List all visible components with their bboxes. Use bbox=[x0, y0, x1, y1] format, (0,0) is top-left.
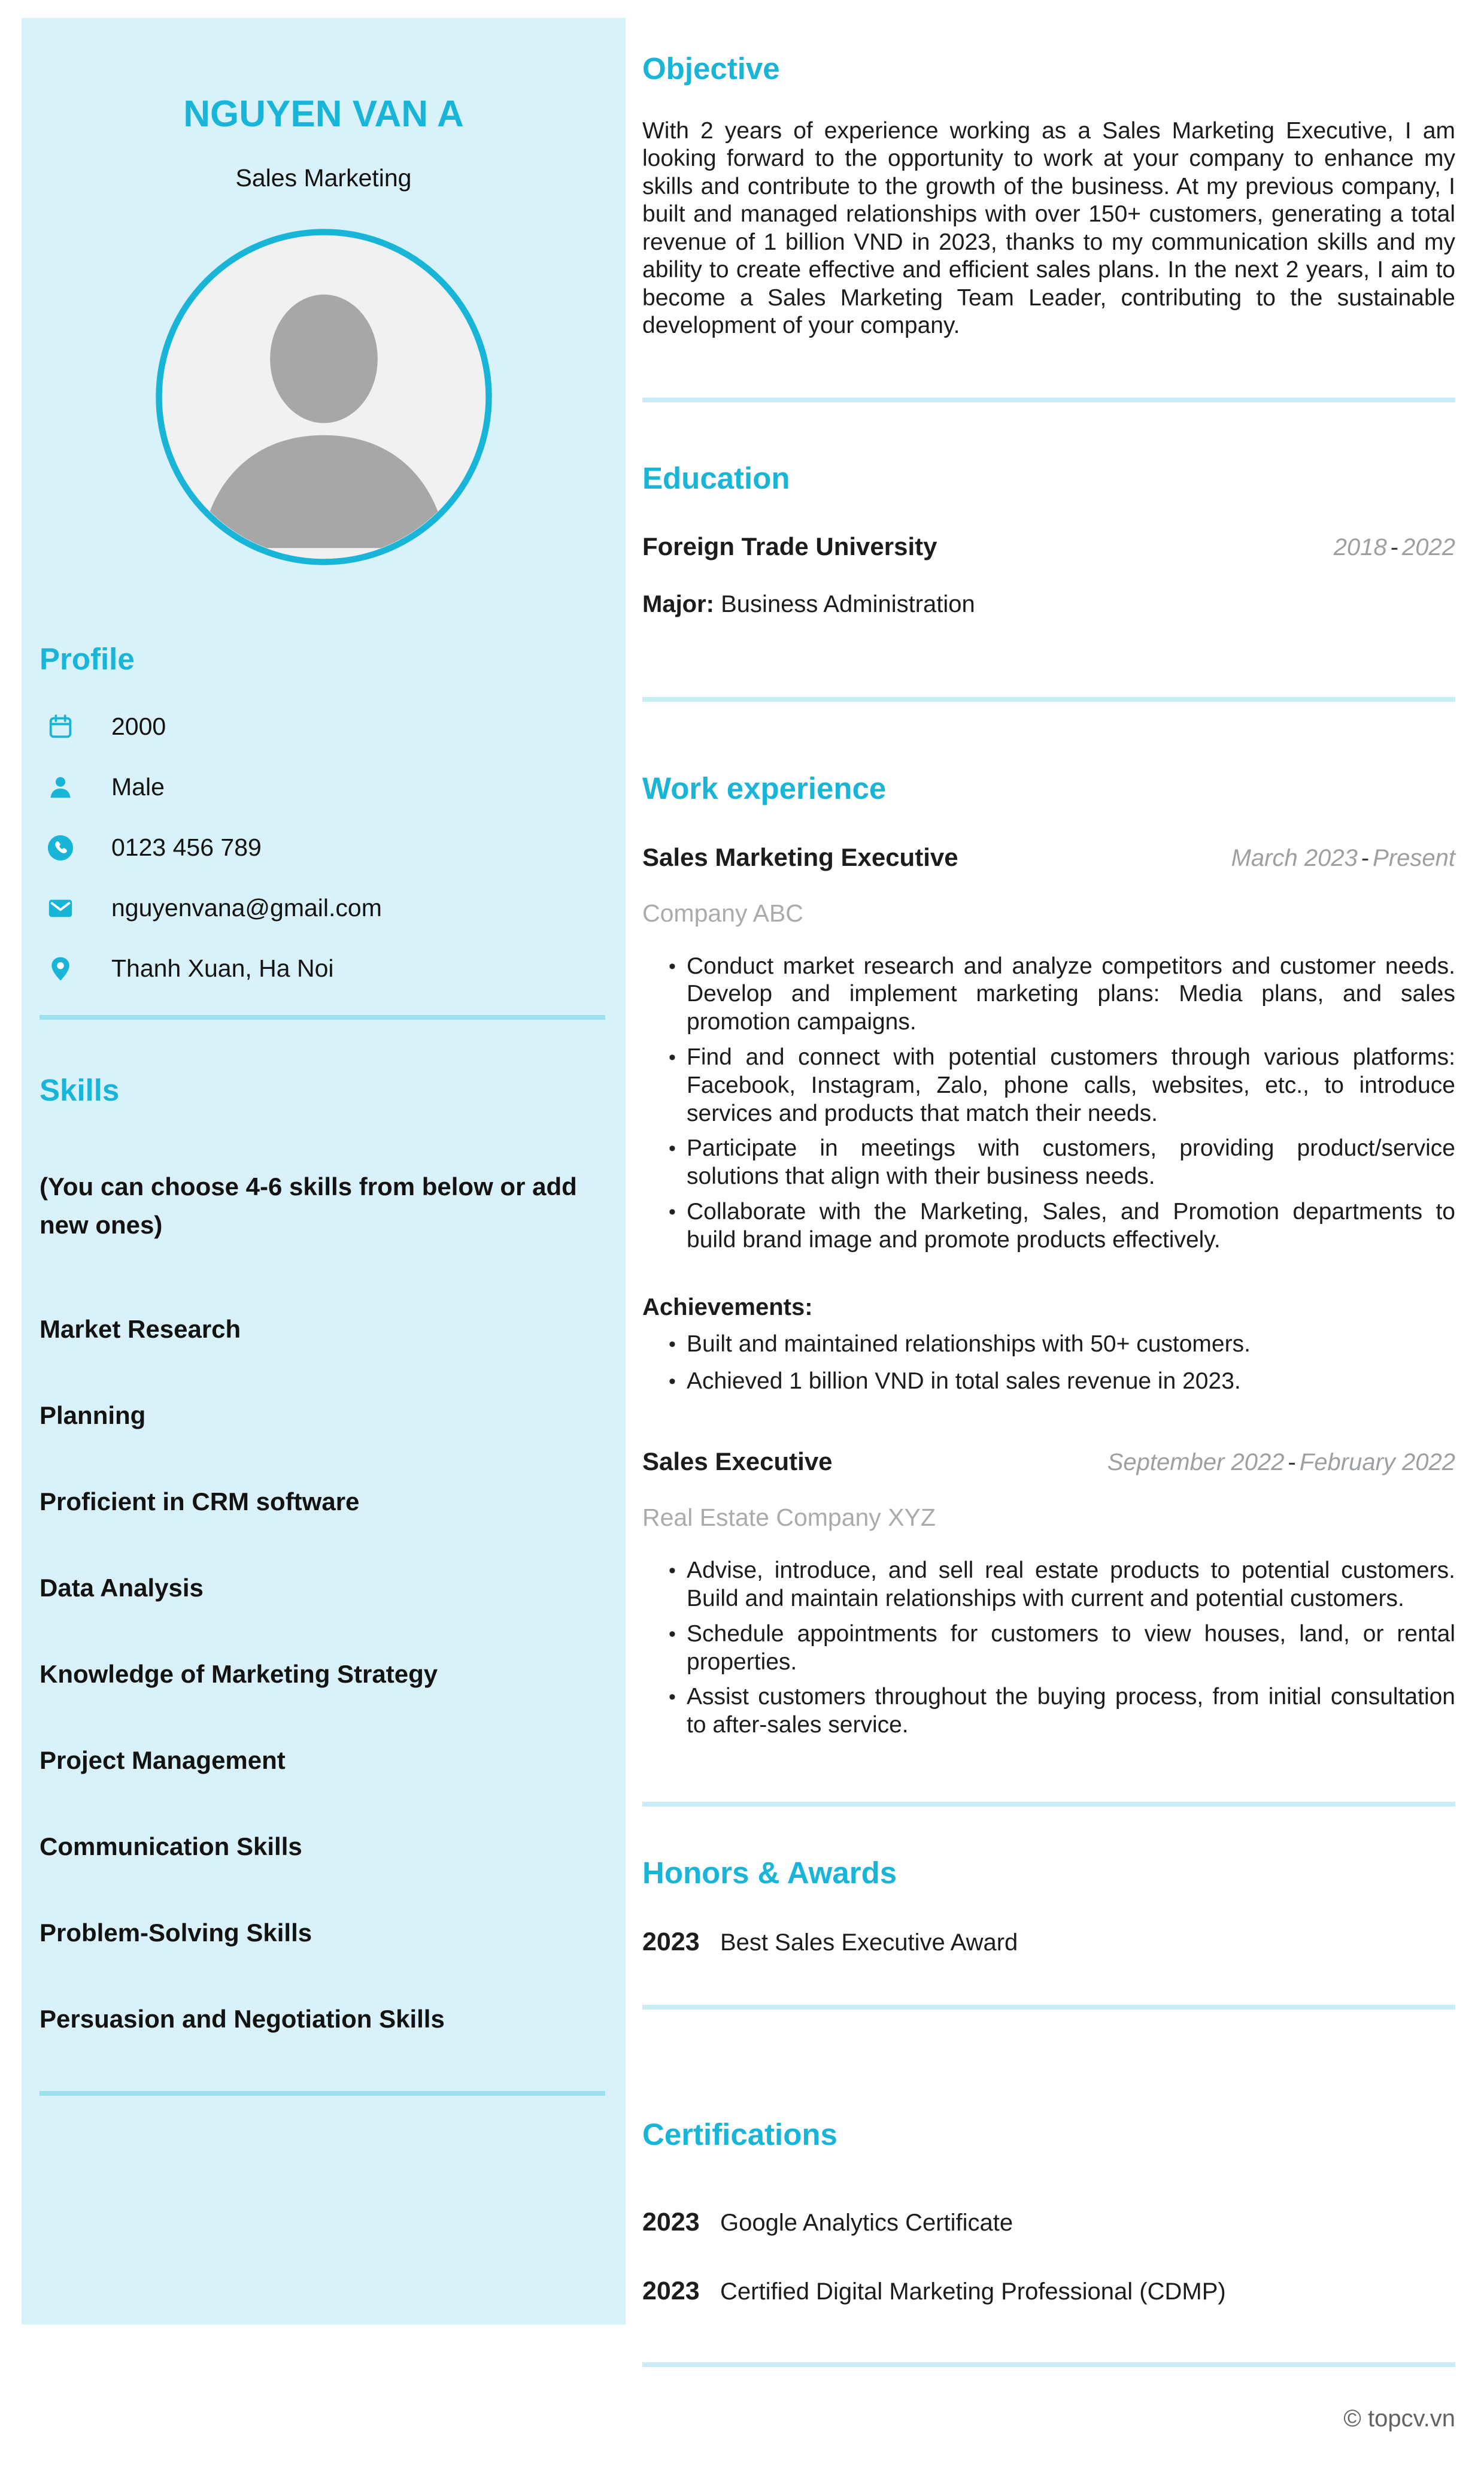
objective-heading: Objective bbox=[642, 51, 780, 86]
job-duty: • Advise, introduce, and sell real estate products to potential customers. Build and maintain relationships with current and potential customers. bbox=[642, 1557, 1455, 1613]
person-icon bbox=[47, 774, 74, 801]
profile-item-gender bbox=[40, 773, 605, 801]
job-title-row bbox=[642, 1447, 1455, 1476]
skill-item: Planning bbox=[40, 1401, 146, 1429]
email-value: nguyenvana@gmail.com bbox=[111, 894, 382, 922]
profile-item-birthyear bbox=[40, 713, 605, 741]
section-divider bbox=[642, 2005, 1455, 2010]
job-title: Sales Marketing Executive bbox=[642, 843, 958, 871]
skill-item: Persuasion and Negotiation Skills bbox=[40, 2005, 445, 2033]
phone-value: 0123 456 789 bbox=[111, 834, 262, 861]
profile-item-email bbox=[40, 894, 605, 922]
job-title-row bbox=[642, 843, 1455, 872]
skill-item: Market Research bbox=[40, 1315, 241, 1343]
address-value: Thanh Xuan, Ha Noi bbox=[111, 954, 334, 982]
skill-item: Project Management bbox=[40, 1746, 286, 1774]
sidebar bbox=[22, 18, 626, 2325]
skills-section bbox=[22, 1072, 626, 2034]
education-section bbox=[642, 462, 1455, 619]
sidebar-divider bbox=[40, 2091, 605, 2096]
honor-year: 2023 bbox=[642, 1927, 700, 1956]
profile-item-phone bbox=[40, 834, 605, 862]
skill-item: Data Analysis bbox=[40, 1574, 204, 1602]
company-name: Company ABC bbox=[642, 899, 803, 927]
skill-item: Knowledge of Marketing Strategy bbox=[40, 1660, 438, 1688]
certification-entry bbox=[642, 2277, 1455, 2306]
calendar-icon bbox=[47, 713, 74, 741]
period-end: 2022 bbox=[1402, 534, 1455, 561]
watermark: © topcv.vn bbox=[1343, 2405, 1455, 2432]
education-period bbox=[1334, 534, 1455, 561]
achievement-item: • Built and maintained relationships with 50+ customers. bbox=[642, 1331, 1455, 1359]
job-period bbox=[1107, 1449, 1455, 1476]
certifications-heading: Certifications bbox=[642, 2117, 837, 2151]
period-start: March 2023 bbox=[1231, 844, 1358, 871]
main-column bbox=[642, 0, 1455, 2432]
section-divider bbox=[642, 398, 1455, 402]
skill-item: Communication Skills bbox=[40, 1832, 302, 1860]
sidebar-divider bbox=[40, 1015, 605, 1020]
job-duty: • Find and connect with potential customers through various platforms: Facebook, Instagram, Zalo, phone calls, websites, etc., to introduce services and products that match their needs. bbox=[642, 1044, 1455, 1128]
job-title: Sales Executive bbox=[642, 1447, 833, 1476]
job-duty: • Collaborate with the Marketing, Sales, and Promotion departments to build brand image and promote products effectively. bbox=[642, 1198, 1455, 1254]
job-duty: • Conduct market research and analyze competitors and customer needs. Develop and implement marketing plans: Media plans, and sales promotion campaigns. bbox=[642, 953, 1455, 1037]
major-label: Major: bbox=[642, 591, 714, 618]
period-dash: - bbox=[1361, 844, 1370, 871]
avatar-placeholder-icon bbox=[150, 223, 497, 571]
period-dash: - bbox=[1390, 534, 1399, 561]
objective-text: With 2 years of experience working as a Sales Marketing Executive, I am looking forward to the opportunity to work at your company to enhance my skills and contribute to the growth of the business. At my previous company, I built and managed relationships with over 150+ customers, generating a total revenue of 1 billion VND in 2023, thanks to my communication skills and my ability to create effective and efficient sales plans. In the next 2 years, I aim to become a Sales Marketing Team Leader, contributing to the sustainable development of your company. bbox=[642, 117, 1455, 339]
company-name: Real Estate Company XYZ bbox=[642, 1504, 936, 1532]
education-entry bbox=[642, 532, 1455, 561]
profile-list bbox=[40, 713, 605, 983]
job-duty: • Participate in meetings with customers, providing product/service solutions that align with their business needs. bbox=[642, 1135, 1455, 1191]
honors-section bbox=[642, 1857, 1455, 1957]
job-duty-list bbox=[642, 1557, 1455, 1740]
major-value: Business Administration bbox=[721, 591, 975, 618]
period-end: Present bbox=[1373, 844, 1455, 871]
work-heading: Work experience bbox=[642, 771, 887, 806]
achievement-item: • Achieved 1 billion VND in total sales revenue in 2023. bbox=[642, 1368, 1455, 1396]
period-dash: - bbox=[1288, 1449, 1296, 1476]
certification-entry bbox=[642, 2208, 1455, 2237]
period-start: 2018 bbox=[1333, 534, 1387, 561]
skills-list bbox=[40, 1315, 605, 2034]
job-duty: • Schedule appointments for customers to view houses, land, or rental properties. bbox=[642, 1620, 1455, 1677]
avatar bbox=[22, 223, 626, 571]
candidate-name: NGUYEN VAN A bbox=[183, 93, 464, 135]
job-duty-list bbox=[642, 953, 1455, 1254]
skills-heading: Skills bbox=[40, 1073, 120, 1107]
section-divider bbox=[642, 2362, 1455, 2367]
achievements-label: Achievements: bbox=[642, 1293, 813, 1320]
period-end: February 2022 bbox=[1299, 1449, 1455, 1476]
skills-note: (You can choose 4-6 skills from below or add new ones) bbox=[40, 1172, 577, 1239]
major-row bbox=[642, 591, 1455, 618]
skill-item: Proficient in CRM software bbox=[40, 1487, 360, 1516]
profile-heading: Profile bbox=[40, 642, 135, 676]
objective-section bbox=[642, 53, 1455, 340]
section-divider bbox=[642, 697, 1455, 702]
job-period bbox=[1231, 845, 1455, 872]
phone-icon bbox=[47, 834, 74, 862]
honor-title: Best Sales Executive Award bbox=[720, 1929, 1018, 1956]
gender-value: Male bbox=[111, 773, 165, 801]
certification-title: Google Analytics Certificate bbox=[720, 2210, 1013, 2237]
skill-item: Problem-Solving Skills bbox=[40, 1919, 312, 1947]
certification-title: Certified Digital Marketing Professional (CDMP) bbox=[720, 2278, 1226, 2305]
candidate-job-title: Sales Marketing bbox=[235, 164, 412, 192]
certification-year: 2023 bbox=[642, 2277, 700, 2306]
profile-item-address bbox=[40, 954, 605, 983]
honor-entry bbox=[642, 1928, 1455, 1957]
work-experience-section bbox=[642, 772, 1455, 1740]
job-duty: • Assist customers throughout the buying process, from initial consultation to after-sales service. bbox=[642, 1683, 1455, 1740]
birth-year-value: 2000 bbox=[111, 713, 166, 740]
mail-icon bbox=[47, 895, 74, 922]
school-name: Foreign Trade University bbox=[642, 532, 937, 561]
certification-year: 2023 bbox=[642, 2208, 700, 2237]
certifications-section bbox=[642, 2119, 1455, 2307]
honors-heading: Honors & Awards bbox=[642, 1855, 897, 1890]
location-icon bbox=[47, 955, 74, 983]
section-divider bbox=[642, 1802, 1455, 1807]
period-start: September 2022 bbox=[1107, 1449, 1285, 1476]
achievements-list bbox=[642, 1331, 1455, 1396]
profile-section bbox=[22, 641, 626, 983]
education-heading: Education bbox=[642, 460, 790, 495]
